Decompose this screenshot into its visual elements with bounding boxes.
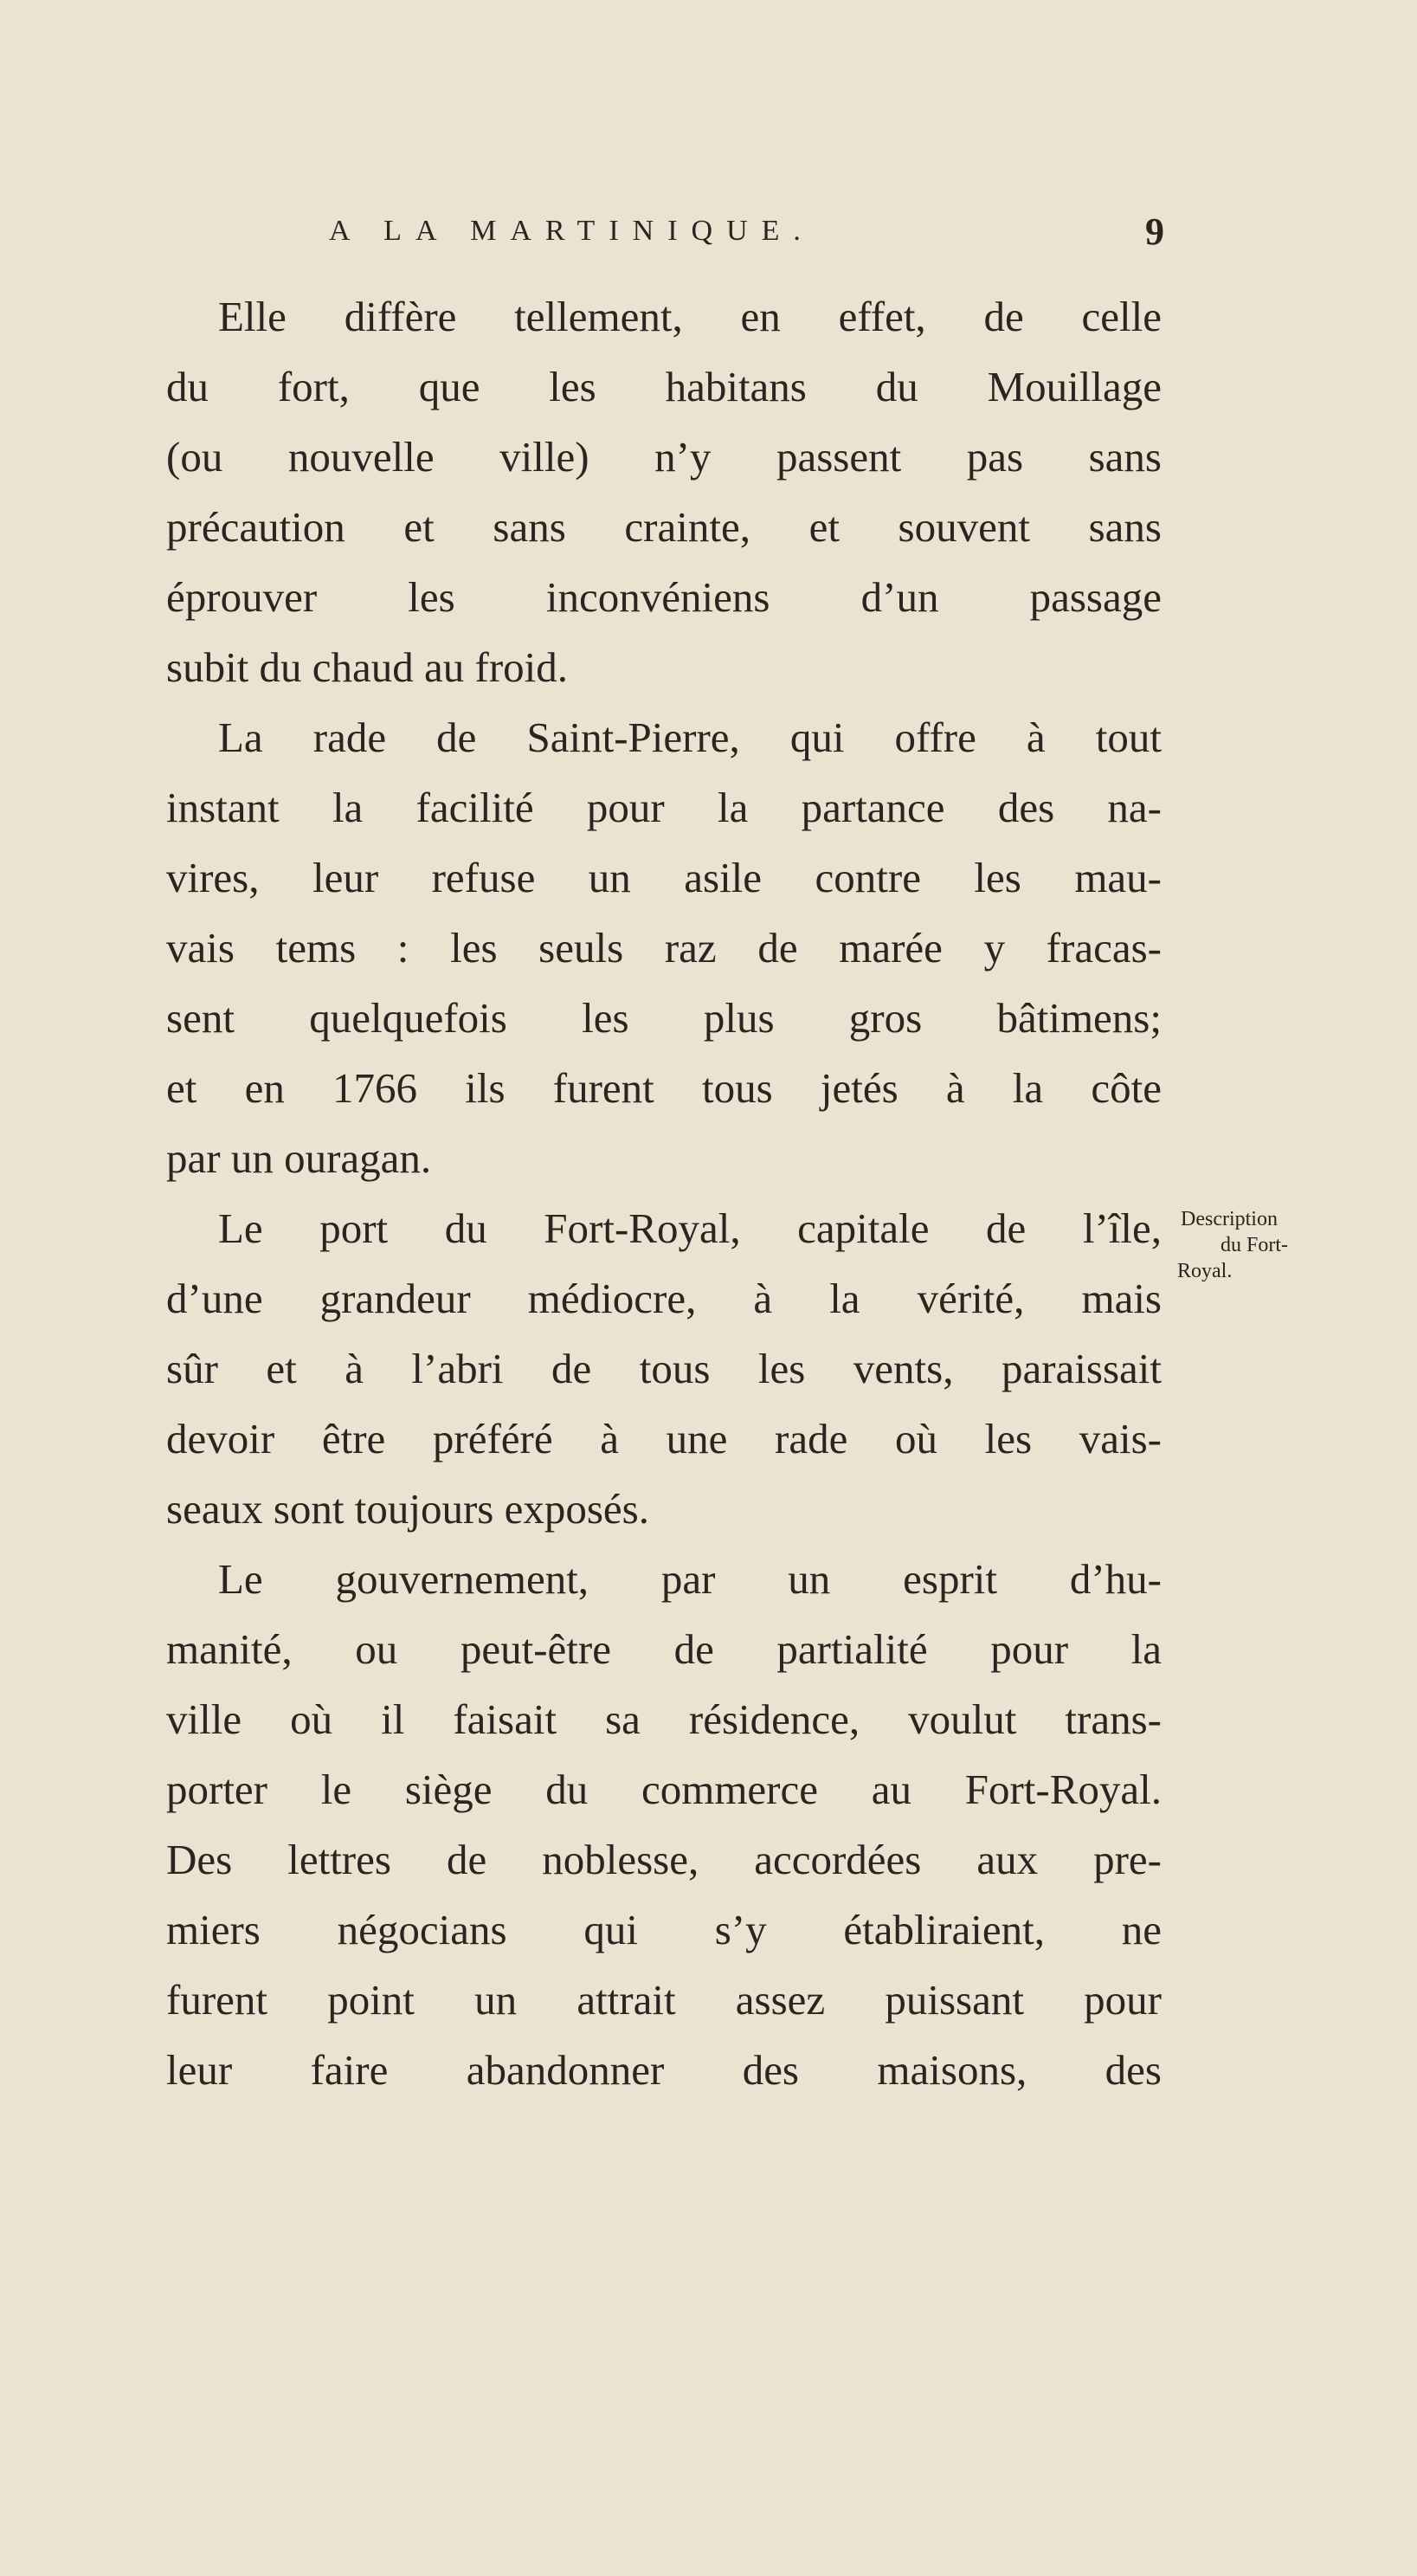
- text-line: leur faire abandonner des maisons, des: [166, 2046, 1162, 2094]
- text-line: Elle diffère tellement, en effet, de celle: [218, 293, 1162, 340]
- text-line: du fort, que les habitans du Mouillage: [166, 363, 1162, 410]
- text-line: subit du chaud au froid.: [166, 643, 569, 691]
- text-line: (ou nouvelle ville) n’y passent pas sans: [166, 433, 1162, 481]
- margin-note: [1170, 1206, 1361, 1284]
- text-line: par un ouragan.: [166, 1134, 432, 1182]
- text-line: et en 1766 ils furent tous jetés à la côte: [166, 1064, 1162, 1112]
- text-line: devoir être préféré à une rade où les vais-: [166, 1415, 1162, 1462]
- text-line: manité, ou peut-être de partialité pour la: [166, 1625, 1162, 1673]
- text-line: ville où il faisait sa résidence, voulut trans-: [166, 1695, 1162, 1743]
- text-line: porter le siège du commerce au Fort-Royal.: [166, 1766, 1162, 1813]
- body-text: [166, 281, 1162, 2105]
- text-line: miers négocians qui s’y établiraient, ne: [166, 1906, 1162, 1953]
- margin-note-line: Royal.: [1177, 1260, 1233, 1282]
- text-line: instant la facilité pour la partance des na-: [166, 784, 1162, 831]
- text-line: précaution et sans crainte, et souvent sans: [166, 503, 1162, 551]
- page-header: [329, 210, 1164, 258]
- running-title: A LA MARTINIQUE.: [329, 215, 815, 247]
- text-line: vires, leur refuse un asile contre les mau-: [166, 854, 1162, 901]
- text-line: seaux sont toujours exposés.: [166, 1485, 649, 1533]
- text-line: Le gouvernement, par un esprit d’hu-: [218, 1555, 1162, 1603]
- text-line: vais tems : les seuls raz de marée y fracas-: [166, 924, 1162, 972]
- text-line: Des lettres de noblesse, accordées aux pre-: [166, 1836, 1162, 1883]
- text-line: sûr et à l’abri de tous les vents, paraissait: [166, 1345, 1162, 1392]
- text-line: La rade de Saint-Pierre, qui offre à tout: [218, 713, 1162, 761]
- page-number: 9: [1145, 210, 1164, 253]
- margin-note-line: du Fort-: [1221, 1234, 1288, 1256]
- text-line: sent quelquefois les plus gros bâtimens;: [166, 994, 1162, 1042]
- text-line: d’une grandeur médiocre, à la vérité, mais: [166, 1275, 1162, 1322]
- margin-note-line: Description: [1181, 1208, 1278, 1230]
- text-line: éprouver les inconvéniens d’un passage: [166, 573, 1162, 621]
- text-line: furent point un attrait assez puissant pour: [166, 1976, 1162, 2024]
- text-line: Le port du Fort-Royal, capitale de l’île,: [218, 1204, 1162, 1252]
